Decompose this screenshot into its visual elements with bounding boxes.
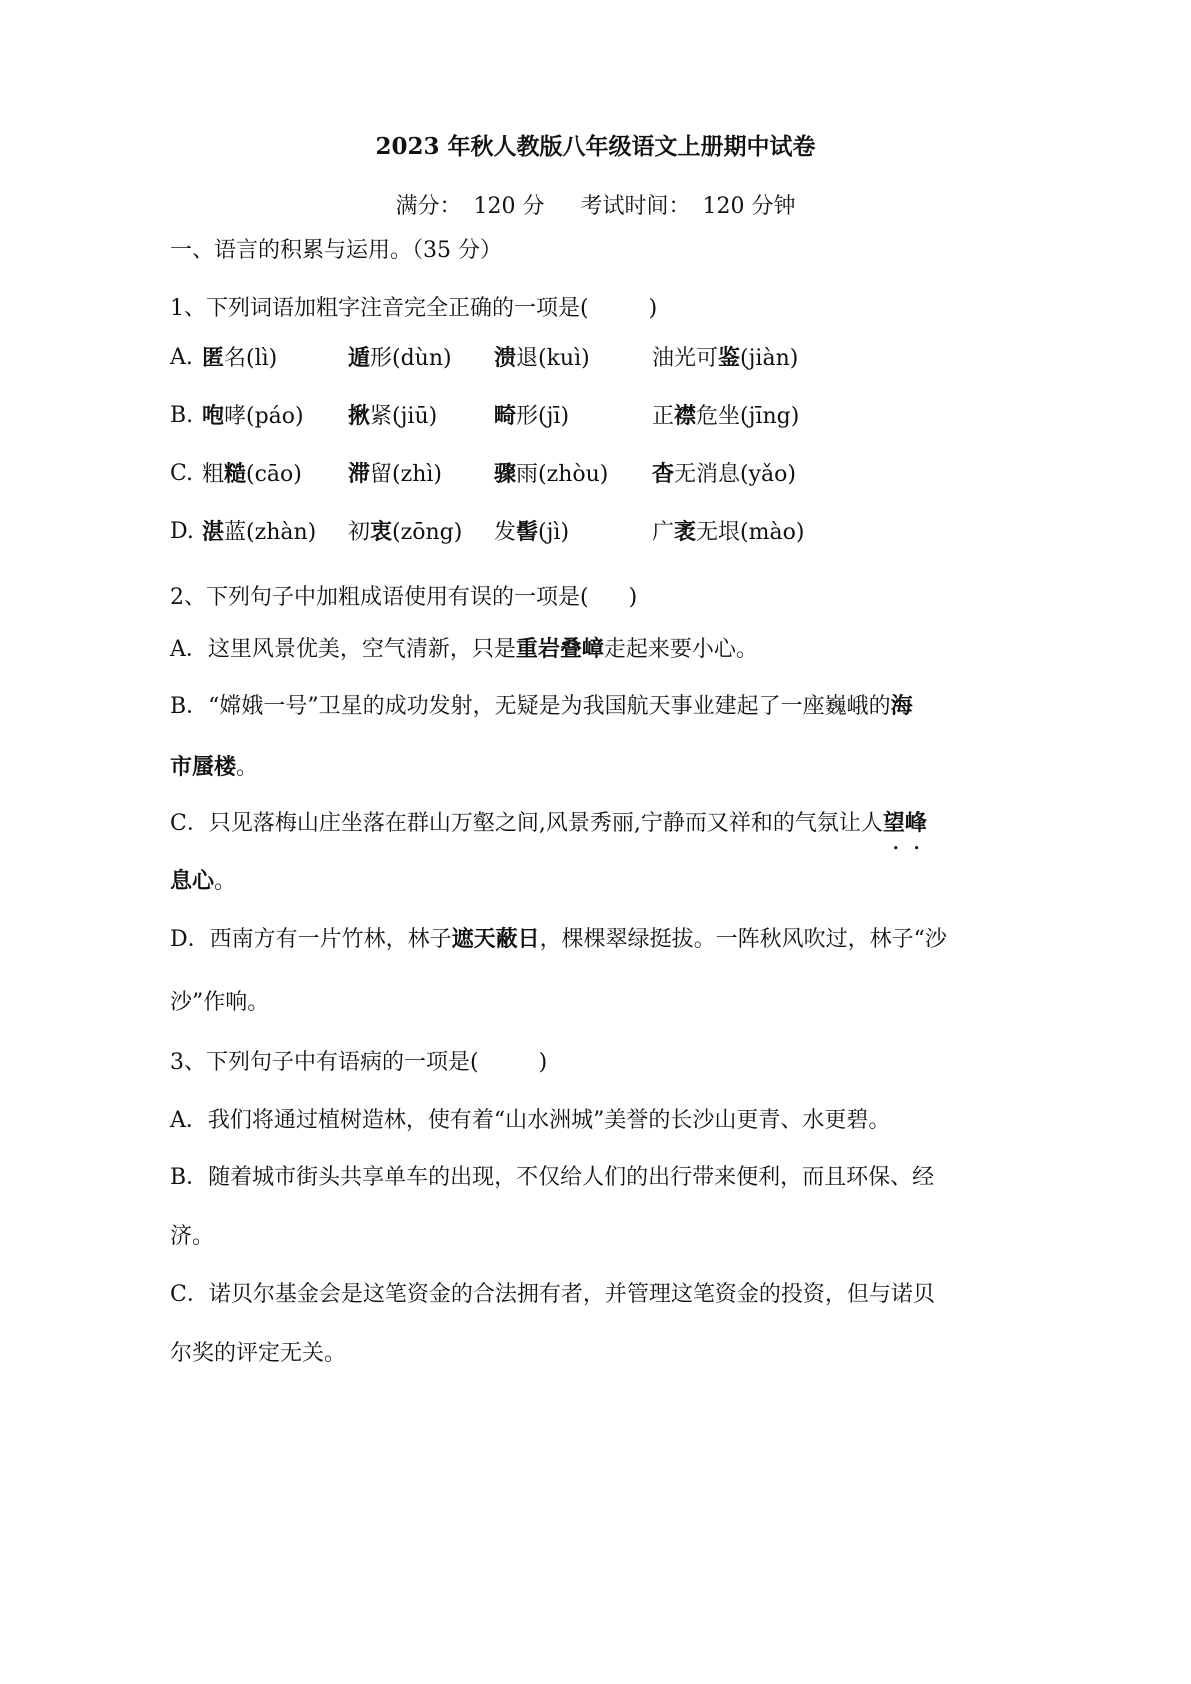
question-1-option-word	[652, 343, 798, 374]
bold-character: 匿	[202, 345, 225, 371]
word-rest: (zōng)	[392, 520, 463, 545]
word-rest: 形(dùn)	[370, 346, 452, 371]
word-rest: 哮(páo)	[224, 404, 304, 429]
word-rest: (jì)	[538, 520, 570, 545]
question-3-option-c: C．诺贝尔基金会是这笔资金的合法拥有者，并管理这笔资金的投资，但与诺贝	[170, 1282, 935, 1307]
word-rest: (cāo)	[246, 462, 302, 487]
question-1-option-word	[202, 401, 304, 432]
word-prefix: 油光可	[652, 346, 719, 371]
word-rest: (jiàn)	[740, 346, 799, 371]
bold-character: 滞	[348, 461, 371, 487]
word-rest: 危坐(jīng)	[696, 404, 800, 429]
bold-character: 咆	[202, 403, 225, 429]
question-1-option-label: C.	[170, 461, 194, 486]
question-2-option-c-cont: 息心。	[170, 868, 237, 894]
bold-character: 揪	[348, 403, 371, 429]
bold-character: 襟	[674, 403, 697, 429]
bold-character: 袤	[674, 519, 697, 545]
word-prefix: 初	[348, 520, 371, 545]
bold-character: 衷	[370, 519, 393, 545]
question-1-option-word	[348, 401, 437, 432]
section-heading: 一、语言的积累与运用。（35 分）	[170, 238, 502, 263]
word-rest: 退(kuì)	[516, 346, 590, 371]
question-2-option-a: A．这里风景优美，空气清新，只是重岩叠嶂走起来要小心。	[170, 636, 758, 662]
question-3-option-a: A．我们将通过植树造林，使有着“山水洲城”美誉的长沙山更青、水更碧。	[170, 1108, 891, 1133]
question-2-option-d-cont: 沙”作响。	[170, 990, 270, 1015]
exam-info	[0, 189, 1191, 220]
word-prefix: 粗	[202, 462, 225, 487]
word-rest: 雨(zhòu)	[516, 462, 609, 487]
bold-character: 杳	[652, 461, 675, 487]
question-1-option-word	[348, 517, 462, 548]
time-label: 考试时间：	[580, 194, 691, 219]
page-title: 2023 年秋人教版八年级语文上册期中试卷	[375, 133, 816, 160]
question-1-option-word	[494, 517, 569, 548]
question-3-option-c-cont: 尔奖的评定无关。	[170, 1341, 347, 1366]
question-2-stem: 2、下列句子中加粗成语使用有误的一项是( )	[170, 585, 638, 610]
question-1-option-word	[202, 517, 316, 548]
question-2-option-b-cont: 市蜃楼。	[170, 754, 259, 780]
word-rest: 蓝(zhàn)	[224, 520, 317, 545]
question-1-option-word	[652, 401, 799, 432]
word-rest: 留(zhì)	[370, 462, 442, 487]
word-rest: 无垠(mào)	[696, 520, 805, 545]
time-value: 120 分钟	[702, 194, 796, 219]
bold-character: 糙	[224, 461, 247, 487]
score-label: 满分：	[395, 194, 462, 219]
question-1-option-label: B.	[170, 403, 194, 428]
word-prefix: 正	[652, 404, 675, 429]
question-2-option-c: C．只见落梅山庄坐落在群山万壑之间,风景秀丽,宁静而又祥和的气氛让人望峰 • •	[170, 808, 927, 839]
question-1-option-word	[494, 459, 608, 490]
bold-character: 鉴	[718, 345, 741, 371]
question-3-stem: 3、下列句子中有语病的一项是( )	[170, 1050, 548, 1075]
word-rest: 无消息(yǎo)	[674, 462, 796, 487]
question-1-option-word	[494, 401, 569, 432]
bold-character: 遁	[348, 345, 371, 371]
bold-character: 溃	[494, 345, 517, 371]
word-prefix: 发	[494, 520, 517, 545]
word-rest: 紧(jiū)	[370, 404, 438, 429]
question-1-option-word	[348, 343, 452, 374]
question-1-option-word	[652, 517, 804, 548]
question-1-option-word	[494, 343, 590, 374]
question-3-option-b: B．随着城市街头共享单车的出现，不仅给人们的出行带来便利，而且环保、经	[170, 1165, 935, 1190]
word-rest: 名(lì)	[224, 346, 278, 371]
word-rest: 形(jī)	[516, 404, 570, 429]
bold-character: 畸	[494, 403, 517, 429]
question-1-option-label: D.	[170, 519, 194, 544]
question-1-option-word	[202, 343, 277, 374]
question-3-option-b-cont: 济。	[170, 1224, 215, 1249]
score-value: 120 分	[473, 194, 545, 219]
word-prefix: 广	[652, 520, 675, 545]
bold-character: 骤	[494, 461, 517, 487]
question-1-option-word	[202, 459, 302, 490]
bold-character: 湛	[202, 519, 225, 545]
question-2-option-b: B．“嫦娥一号”卫星的成功发射，无疑是为我国航天事业建起了一座巍峨的海	[170, 693, 913, 719]
question-1-option-word	[348, 459, 442, 490]
question-2-option-d: D．西南方有一片竹林，林子遮天蔽日，棵棵翠绿挺拔。一阵秋风吹过，林子“沙	[170, 926, 947, 952]
question-1-option-word	[652, 459, 796, 490]
question-1-option-label: A.	[170, 345, 193, 370]
bold-character: 髻	[516, 519, 539, 545]
question-1-stem: 1、下列词语加粗字注音完全正确的一项是( )	[170, 296, 658, 321]
